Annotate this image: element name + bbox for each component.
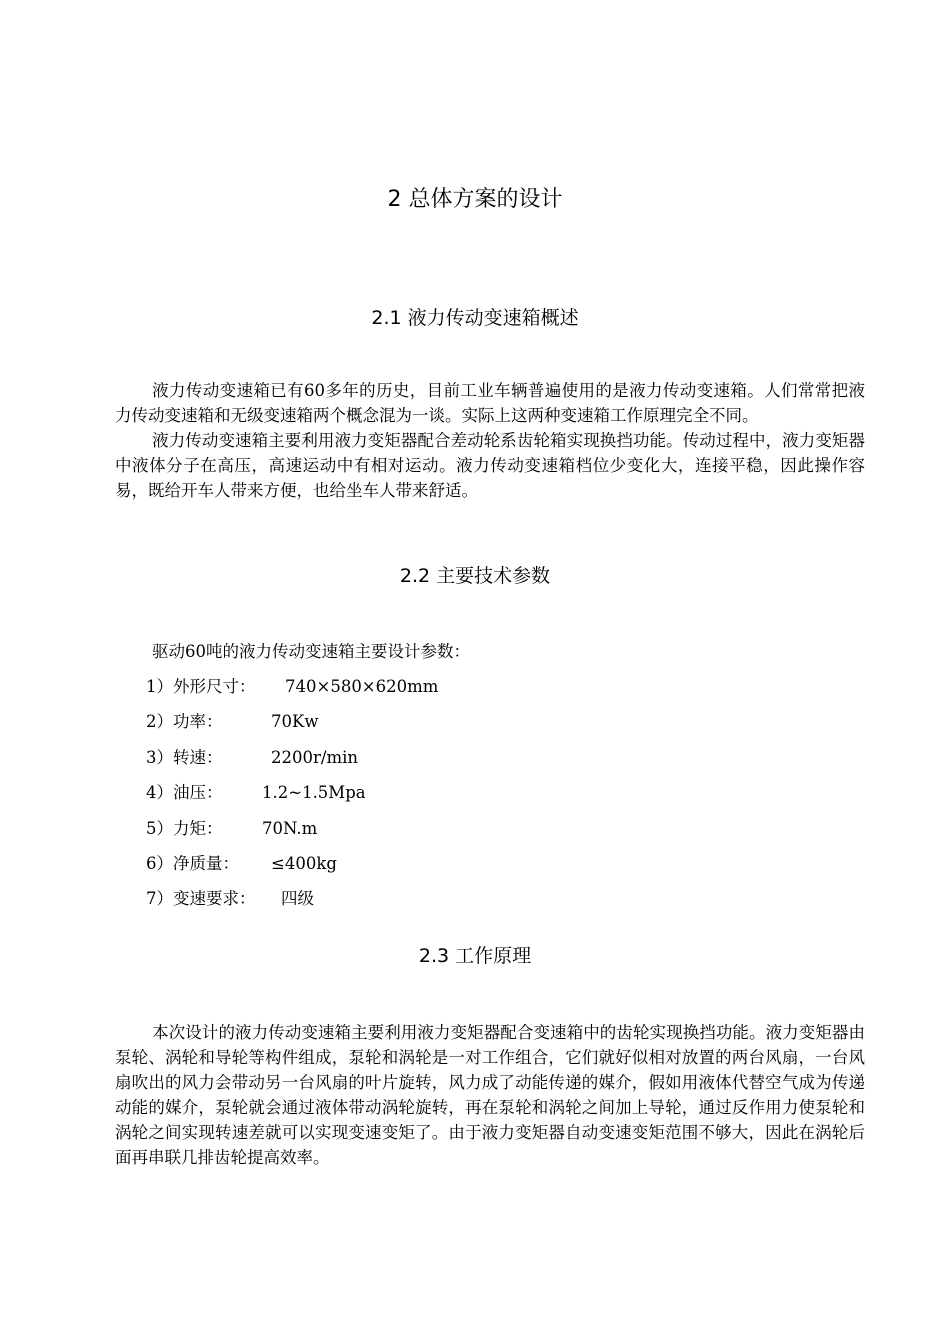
parameter-value: 70Kw bbox=[271, 712, 319, 732]
section-title-parameters: 2.2 主要技术参数 bbox=[399, 565, 551, 587]
section-title-working-principle: 2.3 工作原理 bbox=[418, 945, 532, 967]
parameter-value: 740×580×620mm bbox=[285, 677, 439, 696]
parameter-label: 6）净质量： bbox=[146, 853, 239, 873]
parameter-value: 2200r/min bbox=[271, 747, 358, 767]
parameter-item-gear-requirement bbox=[146, 886, 314, 921]
paragraph: 液力传动变速箱主要利用液力变矩器配合差动轮系齿轮箱实现换挡功能。传动过程中，液力变矩器中液体分子在高压，高速运动中有相对运动。液力传动变速箱档位少变化大，连接平稳，因此操作容易，既给开车人带来方便，也给坐车人带来舒适。 bbox=[115, 431, 865, 500]
parameter-item-oil-pressure bbox=[146, 780, 366, 815]
parameter-label: 3）转速： bbox=[146, 747, 223, 767]
parameter-label: 2）功率： bbox=[146, 712, 223, 732]
parameter-item-power bbox=[146, 709, 319, 744]
parameter-value: 四级 bbox=[281, 889, 314, 909]
parameter-value: 70N.m bbox=[262, 818, 318, 838]
parameter-label: 4）油压： bbox=[146, 783, 223, 803]
parameter-item-dimensions bbox=[146, 674, 439, 709]
parameters-intro: 驱动60吨的液力传动变速箱主要设计参数： bbox=[152, 642, 470, 661]
parameter-label: 7）变速要求： bbox=[146, 889, 256, 909]
parameter-item-torque bbox=[146, 816, 318, 851]
parameter-value: 1.2~1.5Mpa bbox=[262, 783, 366, 803]
paragraph: 本次设计的液力传动变速箱主要利用液力变矩器配合变速箱中的齿轮实现换挡功能。液力变矩器由泵轮、涡轮和导轮等构件组成，泵轮和涡轮是一对工作组合，它们就好似相对放置的两台风扇，一台风扇吹出的风力会带动另一台风扇的叶片旋转，风力成了动能传递的媒介，假如用液体代替空气成为传递动能的媒介，泵轮就会通过液体带动涡轮旋转，再在泵轮和涡轮之间加上导轮，通过反作用力使泵轮和涡轮之间实现转速差就可以实现变速变矩了。由于液力变矩器自动变速变矩范围不够大，因此在涡轮后面再串联几排齿轮提高效率。 bbox=[115, 1023, 865, 1167]
paragraph: 液力传动变速箱已有60多年的历史，目前工业车辆普遍使用的是液力传动变速箱。人们常常把液力传动变速箱和无级变速箱两个概念混为一谈。实际上这两种变速箱工作原理完全不同。 bbox=[115, 381, 865, 425]
parameter-value: ≤400kg bbox=[271, 853, 337, 873]
parameter-list bbox=[146, 674, 439, 922]
working-principle-text bbox=[115, 1020, 865, 1170]
parameter-item-net-mass bbox=[146, 851, 337, 886]
parameter-item-speed bbox=[146, 745, 358, 780]
section-title-overview: 2.1 液力传动变速箱概述 bbox=[371, 307, 579, 329]
parameter-label: 1）外形尺寸： bbox=[146, 677, 256, 696]
chapter-title: 2 总体方案的设计 bbox=[387, 187, 563, 212]
overview-text bbox=[115, 378, 865, 503]
parameter-label: 5）力矩： bbox=[146, 818, 223, 838]
